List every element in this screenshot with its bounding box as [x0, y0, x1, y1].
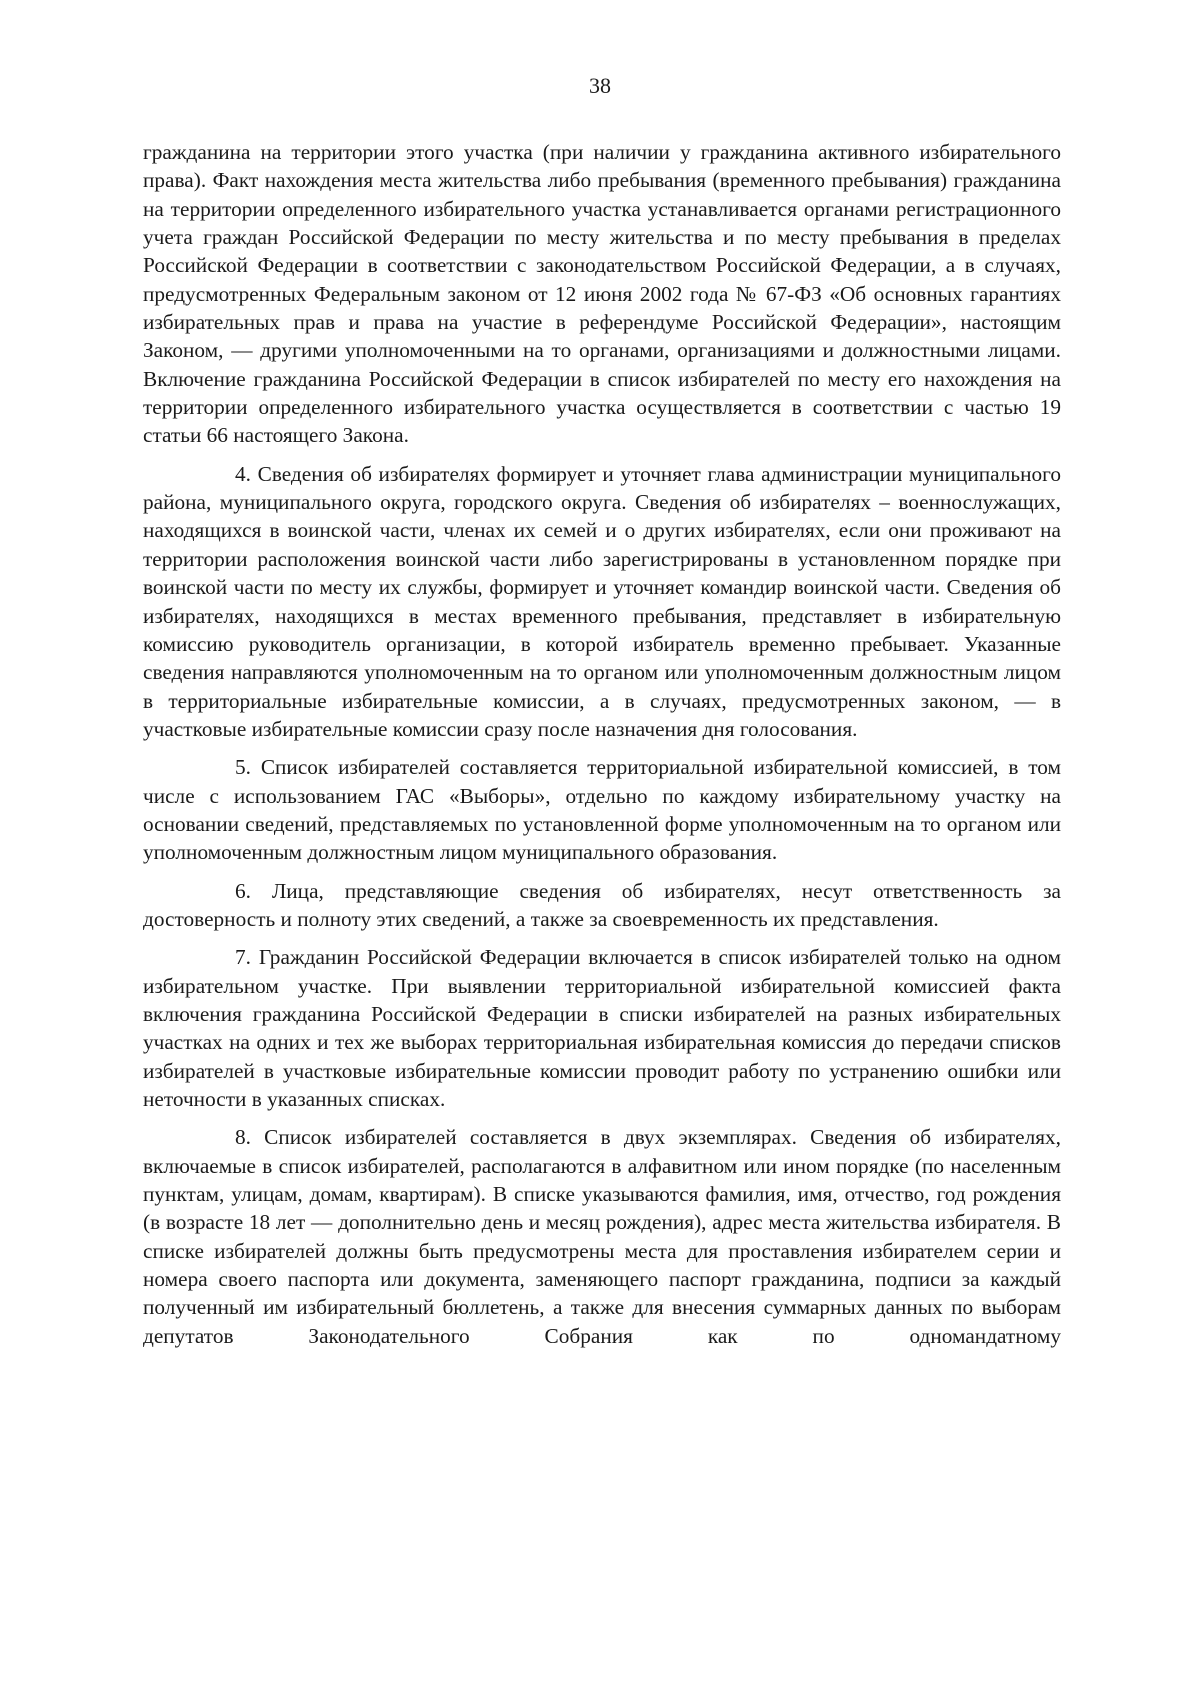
paragraph-item-8: 8. Список избирателей составляется в двух экземплярах. Сведения об избирателях, включаемые в список избирателей, располагаются в алфавитном или ином порядке (по населенным пунктам, улицам, домам, квартирам). В списке указываются фамилия, имя, отчество, год рождения (в возрасте 18 лет — дополнительно день и месяц рождения), адрес места жительства избирателя. В списке избирателей должны быть предусмотрены места для проставления избирателем серии и номера своего паспорта или документа, заменяющего паспорт гражданина, подписи за каждый полученный им избирательный бюллетень, а также для внесения суммарных данных по выборам депутатов Законодательного Собрания как по одномандатному — [143, 1125, 1061, 1348]
paragraph-item-5: 5. Список избирателей составляется территориальной избирательной комиссией, в том числе с использованием ГАС «Выборы», отдельно по каждому избирательному участку на основании сведений, представляемых по установленной форме уполномоченным на то органом или уполномоченным должностным лицом муниципального образования. — [143, 755, 1061, 865]
paragraph-continuation: гражданина на территории этого участка (при наличии у гражданина активного избирательного права). Факт нахождения места жительства либо пребывания (временного пребывания) гражданина на территории определенного избирательного участка устанавливается органами регистрационного учета граждан Российской Федерации по месту жительства и по месту пребывания в пределах Российской Федерации в соответствии с законодательством Российской Федерации, а в случаях, предусмотренных Федеральным законом от 12 июня 2002 года № 67-ФЗ «Об основных гарантиях избирательных прав и права на участие в референдуме Российской Федерации», настоящим Законом, — другими уполномоченными на то органами, организациями и должностными лицами. Включение гражданина Российской Федерации в список избирателей по месту его нахождения на территории определенного избирательного участка осуществляется в соответствии с частью 19 статьи 66 настоящего Закона. — [143, 140, 1061, 448]
document-body — [143, 138, 1061, 1360]
paragraph-item-6: 6. Лица, представляющие сведения об избирателях, несут ответственность за достоверность и полноту этих сведений, а также за своевременность их представления. — [143, 878, 1061, 931]
paragraph-item-4: 4. Сведения об избирателях формирует и уточняет глава администрации муниципального района, муниципального округа, городского округа. Сведения об избирателях – военнослужащих, находящихся в воинской части, членах их семей и о других избирателях, если они проживают на территории расположения воинской части либо зарегистрированы в установленном порядке при воинской части по месту их службы, формирует и уточняет командир воинской части. Сведения об избирателях, находящихся в местах временного пребывания, представляет в избирательную комиссию руководитель организации, в которой избиратель временно пребывает. Указанные сведения направляются уполномоченным на то органом или уполномоченным должностным лицом в территориальные избирательные комиссии, а в случаях, предусмотренных законом, — в участковые избирательные комиссии сразу после назначения дня голосования. — [143, 461, 1061, 741]
paragraph-item-7: 7. Гражданин Российской Федерации включается в список избирателей только на одном избирательном участке. При выявлении территориальной избирательной комиссией факта включения гражданина Российской Федерации в списки избирателей на разных избирательных участках на одних и тех же выборах территориальная избирательная комиссия до передачи списков избирателей в участковые избирательные комиссии проводит работу по устранению ошибки или неточности в указанных списках. — [143, 945, 1061, 1111]
page-number: 38 — [589, 73, 611, 98]
